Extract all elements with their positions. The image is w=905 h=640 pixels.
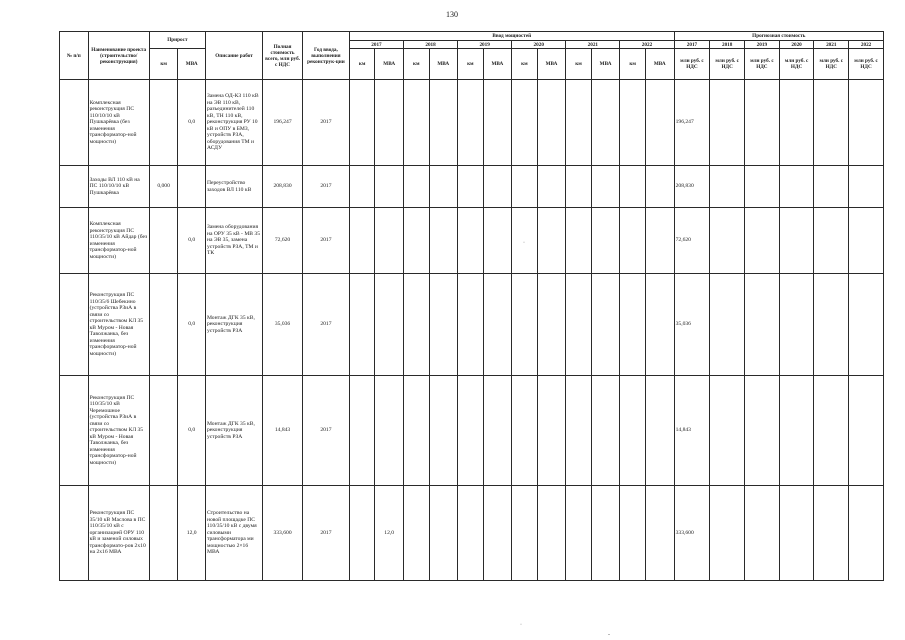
forecast-cell xyxy=(745,166,780,208)
forecast-cell xyxy=(779,208,814,274)
cap-year-2022: 2022 xyxy=(620,41,674,49)
fc-year-2022: 2022 xyxy=(849,41,884,49)
capacity-cell xyxy=(483,166,512,208)
scan-mark: - xyxy=(608,632,610,638)
table-row xyxy=(60,80,884,166)
cap-km: км xyxy=(458,49,484,80)
works-description-cell: Монтаж ДГК 35 кВ, реконструкция устройств РЗА xyxy=(205,376,262,486)
year-cell: 2017 xyxy=(302,376,349,486)
capacity-cell xyxy=(591,208,620,274)
capacity-mva-cell xyxy=(375,80,404,166)
project-name-cell: Комплексная реконструкция ПС 110/10/10 кВ Пушкарёвка (без изменения трансформатор-ной мощности) xyxy=(88,80,149,166)
capacity-cell xyxy=(512,80,538,166)
capacity-cell xyxy=(591,486,620,581)
scan-mark: · xyxy=(520,622,522,628)
forecast-cell xyxy=(814,376,849,486)
cap-mva: МВА xyxy=(591,49,620,80)
cap-km: км xyxy=(349,49,375,80)
investment-table xyxy=(59,31,884,581)
cap-km: км xyxy=(620,49,646,80)
forecast-cell xyxy=(745,486,780,581)
full-cost-cell: 333,600 xyxy=(263,486,303,581)
forecast-2017-cell: 333,600 xyxy=(674,486,710,581)
cap-year-2017: 2017 xyxy=(349,41,403,49)
forecast-2017-cell: 196,247 xyxy=(674,80,710,166)
table-row xyxy=(60,486,884,581)
full-cost-cell: 14,843 xyxy=(263,376,303,486)
full-cost-cell: 208,830 xyxy=(263,166,303,208)
cap-year-2019: 2019 xyxy=(458,41,512,49)
forecast-cell xyxy=(849,208,884,274)
scan-mark: · xyxy=(523,240,525,246)
works-description-cell: Переустройство заходов ВЛ 110 кВ xyxy=(205,166,262,208)
fc-unit: млн руб. с НДС xyxy=(745,49,780,80)
capacity-cell xyxy=(429,486,458,581)
fc-unit: млн руб. с НДС xyxy=(849,49,884,80)
capacity-cell xyxy=(429,80,458,166)
forecast-cell xyxy=(745,80,780,166)
works-description-cell: Монтаж ДГК 35 кВ, реконструкция устройств РЗА xyxy=(205,274,262,376)
capacity-cell xyxy=(483,208,512,274)
cap-mva: МВА xyxy=(645,49,674,80)
increase-km-cell: 0,000 xyxy=(149,166,178,208)
forecast-cell xyxy=(710,274,745,376)
capacity-cell xyxy=(645,208,674,274)
year-cell: 2017 xyxy=(302,166,349,208)
col-num-header: № п/п xyxy=(60,32,89,80)
forecast-cell xyxy=(849,166,884,208)
cap-km: км xyxy=(512,49,538,80)
project-name-cell: Реконструкция ПС 110/35/10 кВ Черемошное (устройства РЗиА в связи со строительством КЛ 35 кВ Муром - Новая Таволжанка, без изменения трансформатор-ной мощности) xyxy=(88,376,149,486)
capacity-cell xyxy=(537,486,566,581)
capacity-cell xyxy=(537,80,566,166)
forecast-cell xyxy=(814,166,849,208)
table-row xyxy=(60,208,884,274)
capacity-cell xyxy=(429,376,458,486)
increase-mva-cell: 0,0 xyxy=(178,208,206,274)
capacity-cell xyxy=(458,208,484,274)
capacity-mva-cell xyxy=(375,166,404,208)
capacity-mva-cell: 12,0 xyxy=(375,486,404,581)
increase-mva-cell: 0,0 xyxy=(178,80,206,166)
capacity-cell xyxy=(537,166,566,208)
capacity-cell xyxy=(566,80,592,166)
year-cell: 2017 xyxy=(302,486,349,581)
row-number-cell xyxy=(60,274,89,376)
forecast-cell xyxy=(779,80,814,166)
forecast-2017-cell: 72,620 xyxy=(674,208,710,274)
col-cost-header: Полная стоимость всего, млн руб. с НДС xyxy=(263,32,303,80)
capacity-cell xyxy=(512,274,538,376)
capacity-mva-cell xyxy=(375,274,404,376)
capacity-cell xyxy=(591,376,620,486)
capacity-cell xyxy=(645,80,674,166)
cap-km: км xyxy=(403,49,429,80)
capacity-cell xyxy=(537,208,566,274)
row-number-cell xyxy=(60,166,89,208)
forecast-cell xyxy=(779,376,814,486)
forecast-cell xyxy=(814,80,849,166)
table-row xyxy=(60,166,884,208)
table-row xyxy=(60,274,884,376)
capacity-cell xyxy=(566,376,592,486)
capacity-cell xyxy=(566,166,592,208)
capacity-cell xyxy=(458,376,484,486)
capacity-cell xyxy=(566,274,592,376)
forecast-cell xyxy=(814,486,849,581)
capacity-km-cell xyxy=(349,486,375,581)
increase-km-cell xyxy=(149,376,178,486)
capacity-cell xyxy=(483,80,512,166)
capacity-cell xyxy=(591,166,620,208)
increase-km-cell xyxy=(149,274,178,376)
forecast-cell xyxy=(710,80,745,166)
full-cost-cell: 196,247 xyxy=(263,80,303,166)
page-number: 130 xyxy=(446,10,458,19)
col-name-header: Наименование проекта (строительство/ реконструкция) xyxy=(88,32,149,80)
year-cell: 2017 xyxy=(302,274,349,376)
capacity-cell xyxy=(537,274,566,376)
inc-km: км xyxy=(149,49,178,80)
capacity-cell xyxy=(512,166,538,208)
capacity-cell xyxy=(458,274,484,376)
forecast-cell xyxy=(814,274,849,376)
works-description-cell: Замена ОД-КЗ 110 кВ на ЭВ 110 кВ, разъединителей 110 кВ, ТН 110 кВ, реконструкция РУ 10 кВ и ОПУ в БМЗ, устройств РЗА, оборудования ТМ и АСДУ xyxy=(205,80,262,166)
capacity-mva-cell xyxy=(375,208,404,274)
col-year-header: Год ввода, выполнения реконструк-ции xyxy=(302,32,349,80)
capacity-cell xyxy=(645,166,674,208)
forecast-cell xyxy=(849,486,884,581)
row-number-cell xyxy=(60,486,89,581)
forecast-cell xyxy=(710,376,745,486)
capacity-cell xyxy=(458,166,484,208)
fc-year-2018: 2018 xyxy=(710,41,745,49)
increase-mva-cell: 0,0 xyxy=(178,274,206,376)
table-row xyxy=(60,376,884,486)
project-name-cell: Комплексная реконструкция ПС 110/35/10 кВ Айдар (без изменения трансформатор-ной мощности) xyxy=(88,208,149,274)
increase-mva-cell: 0,0 xyxy=(178,376,206,486)
cap-year-2018: 2018 xyxy=(403,41,457,49)
cap-mva: МВА xyxy=(483,49,512,80)
capacity-cell xyxy=(566,486,592,581)
increase-km-cell xyxy=(149,486,178,581)
capacity-cell xyxy=(620,166,646,208)
capacity-cell xyxy=(645,376,674,486)
capacity-cell xyxy=(566,208,592,274)
forecast-cell xyxy=(710,166,745,208)
cap-year-2020: 2020 xyxy=(512,41,566,49)
project-name-cell: Реконструкция ПС 110/35/6 Шебекино (устройства РЗиА в связи со строительством КЛ 35 кВ Муром - Новая Таволжанка, без изменения трансформатор-ной мощности) xyxy=(88,274,149,376)
fc-year-2020: 2020 xyxy=(779,41,814,49)
increase-mva-cell xyxy=(178,166,206,208)
fc-unit: млн руб. с НДС xyxy=(710,49,745,80)
capacity-cell xyxy=(483,274,512,376)
forecast-cell xyxy=(710,208,745,274)
capacity-cell xyxy=(483,486,512,581)
year-cell: 2017 xyxy=(302,80,349,166)
forecast-cell xyxy=(849,80,884,166)
capacity-cell xyxy=(429,208,458,274)
capacity-mva-cell xyxy=(375,376,404,486)
fc-unit: млн руб. с НДС xyxy=(674,49,710,80)
capacity-cell xyxy=(645,486,674,581)
col-works-header: Описание работ xyxy=(205,32,262,80)
capacity-cell xyxy=(403,486,429,581)
capacity-cell xyxy=(403,274,429,376)
capacity-cell xyxy=(620,80,646,166)
year-cell: 2017 xyxy=(302,208,349,274)
capacity-cell xyxy=(591,274,620,376)
cap-year-2021: 2021 xyxy=(566,41,620,49)
capacity-header: Ввод мощностей xyxy=(349,32,674,41)
works-description-cell: Замена оборудования на ОРУ 35 кВ - МВ 35 на ЭВ 35, замена устройств РЗА, ТМ и ТК xyxy=(205,208,262,274)
capacity-km-cell xyxy=(349,166,375,208)
capacity-km-cell xyxy=(349,208,375,274)
forecast-cell xyxy=(849,376,884,486)
forecast-cell xyxy=(779,166,814,208)
row-number-cell xyxy=(60,376,89,486)
fc-year-2021: 2021 xyxy=(814,41,849,49)
capacity-cell xyxy=(483,376,512,486)
capacity-cell xyxy=(403,208,429,274)
forecast-2017-cell: 208,830 xyxy=(674,166,710,208)
forecast-cell xyxy=(745,274,780,376)
forecast-header: Прогнозная стоимость xyxy=(674,32,883,41)
cap-mva: МВА xyxy=(375,49,404,80)
capacity-cell xyxy=(620,208,646,274)
fc-unit: млн руб. с НДС xyxy=(779,49,814,80)
capacity-cell xyxy=(403,80,429,166)
row-number-cell xyxy=(60,80,89,166)
capacity-cell xyxy=(429,166,458,208)
capacity-cell xyxy=(591,80,620,166)
forecast-cell xyxy=(710,486,745,581)
capacity-cell xyxy=(512,376,538,486)
row-number-cell xyxy=(60,208,89,274)
forecast-cell xyxy=(779,486,814,581)
full-cost-cell: 72,620 xyxy=(263,208,303,274)
capacity-cell xyxy=(458,80,484,166)
capacity-cell xyxy=(537,376,566,486)
project-name-cell: Заходы ВЛ 110 кВ на ПС 110/10/10 кВ Пушкарёвка xyxy=(88,166,149,208)
fc-unit: млн руб. с НДС xyxy=(814,49,849,80)
forecast-cell xyxy=(849,274,884,376)
capacity-cell xyxy=(458,486,484,581)
capacity-km-cell xyxy=(349,80,375,166)
capacity-cell xyxy=(620,376,646,486)
forecast-2017-cell: 14,843 xyxy=(674,376,710,486)
works-description-cell: Строительство на новой площадке ПС 110/35/10 кВ с двумя силовыми трансформатора ми мощностью 2×16 МВА xyxy=(205,486,262,581)
cap-mva: МВА xyxy=(537,49,566,80)
forecast-cell xyxy=(745,208,780,274)
col-increase-header: Прирост xyxy=(149,32,205,49)
capacity-cell xyxy=(512,486,538,581)
full-cost-cell: 35,036 xyxy=(263,274,303,376)
forecast-cell xyxy=(779,274,814,376)
capacity-cell xyxy=(620,486,646,581)
forecast-2017-cell: 35,036 xyxy=(674,274,710,376)
capacity-cell xyxy=(429,274,458,376)
project-name-cell: Реконструкция ПС 35/10 кВ Маслова в ПС 110/35/10 кВ с организацией ОРУ 110 кВ и заменой силовых трансформато-ров 2х10 на 2х16 МВА xyxy=(88,486,149,581)
fc-year-2019: 2019 xyxy=(745,41,780,49)
increase-km-cell xyxy=(149,80,178,166)
fc-year-2017: 2017 xyxy=(674,41,710,49)
forecast-cell xyxy=(745,376,780,486)
capacity-cell xyxy=(620,274,646,376)
increase-km-cell xyxy=(149,208,178,274)
capacity-km-cell xyxy=(349,274,375,376)
cap-mva: МВА xyxy=(429,49,458,80)
increase-mva-cell: 12,0 xyxy=(178,486,206,581)
forecast-cell xyxy=(814,208,849,274)
capacity-km-cell xyxy=(349,376,375,486)
cap-km: км xyxy=(566,49,592,80)
capacity-cell xyxy=(645,274,674,376)
capacity-cell xyxy=(403,376,429,486)
capacity-cell xyxy=(403,166,429,208)
inc-mva: МВА xyxy=(178,49,206,80)
